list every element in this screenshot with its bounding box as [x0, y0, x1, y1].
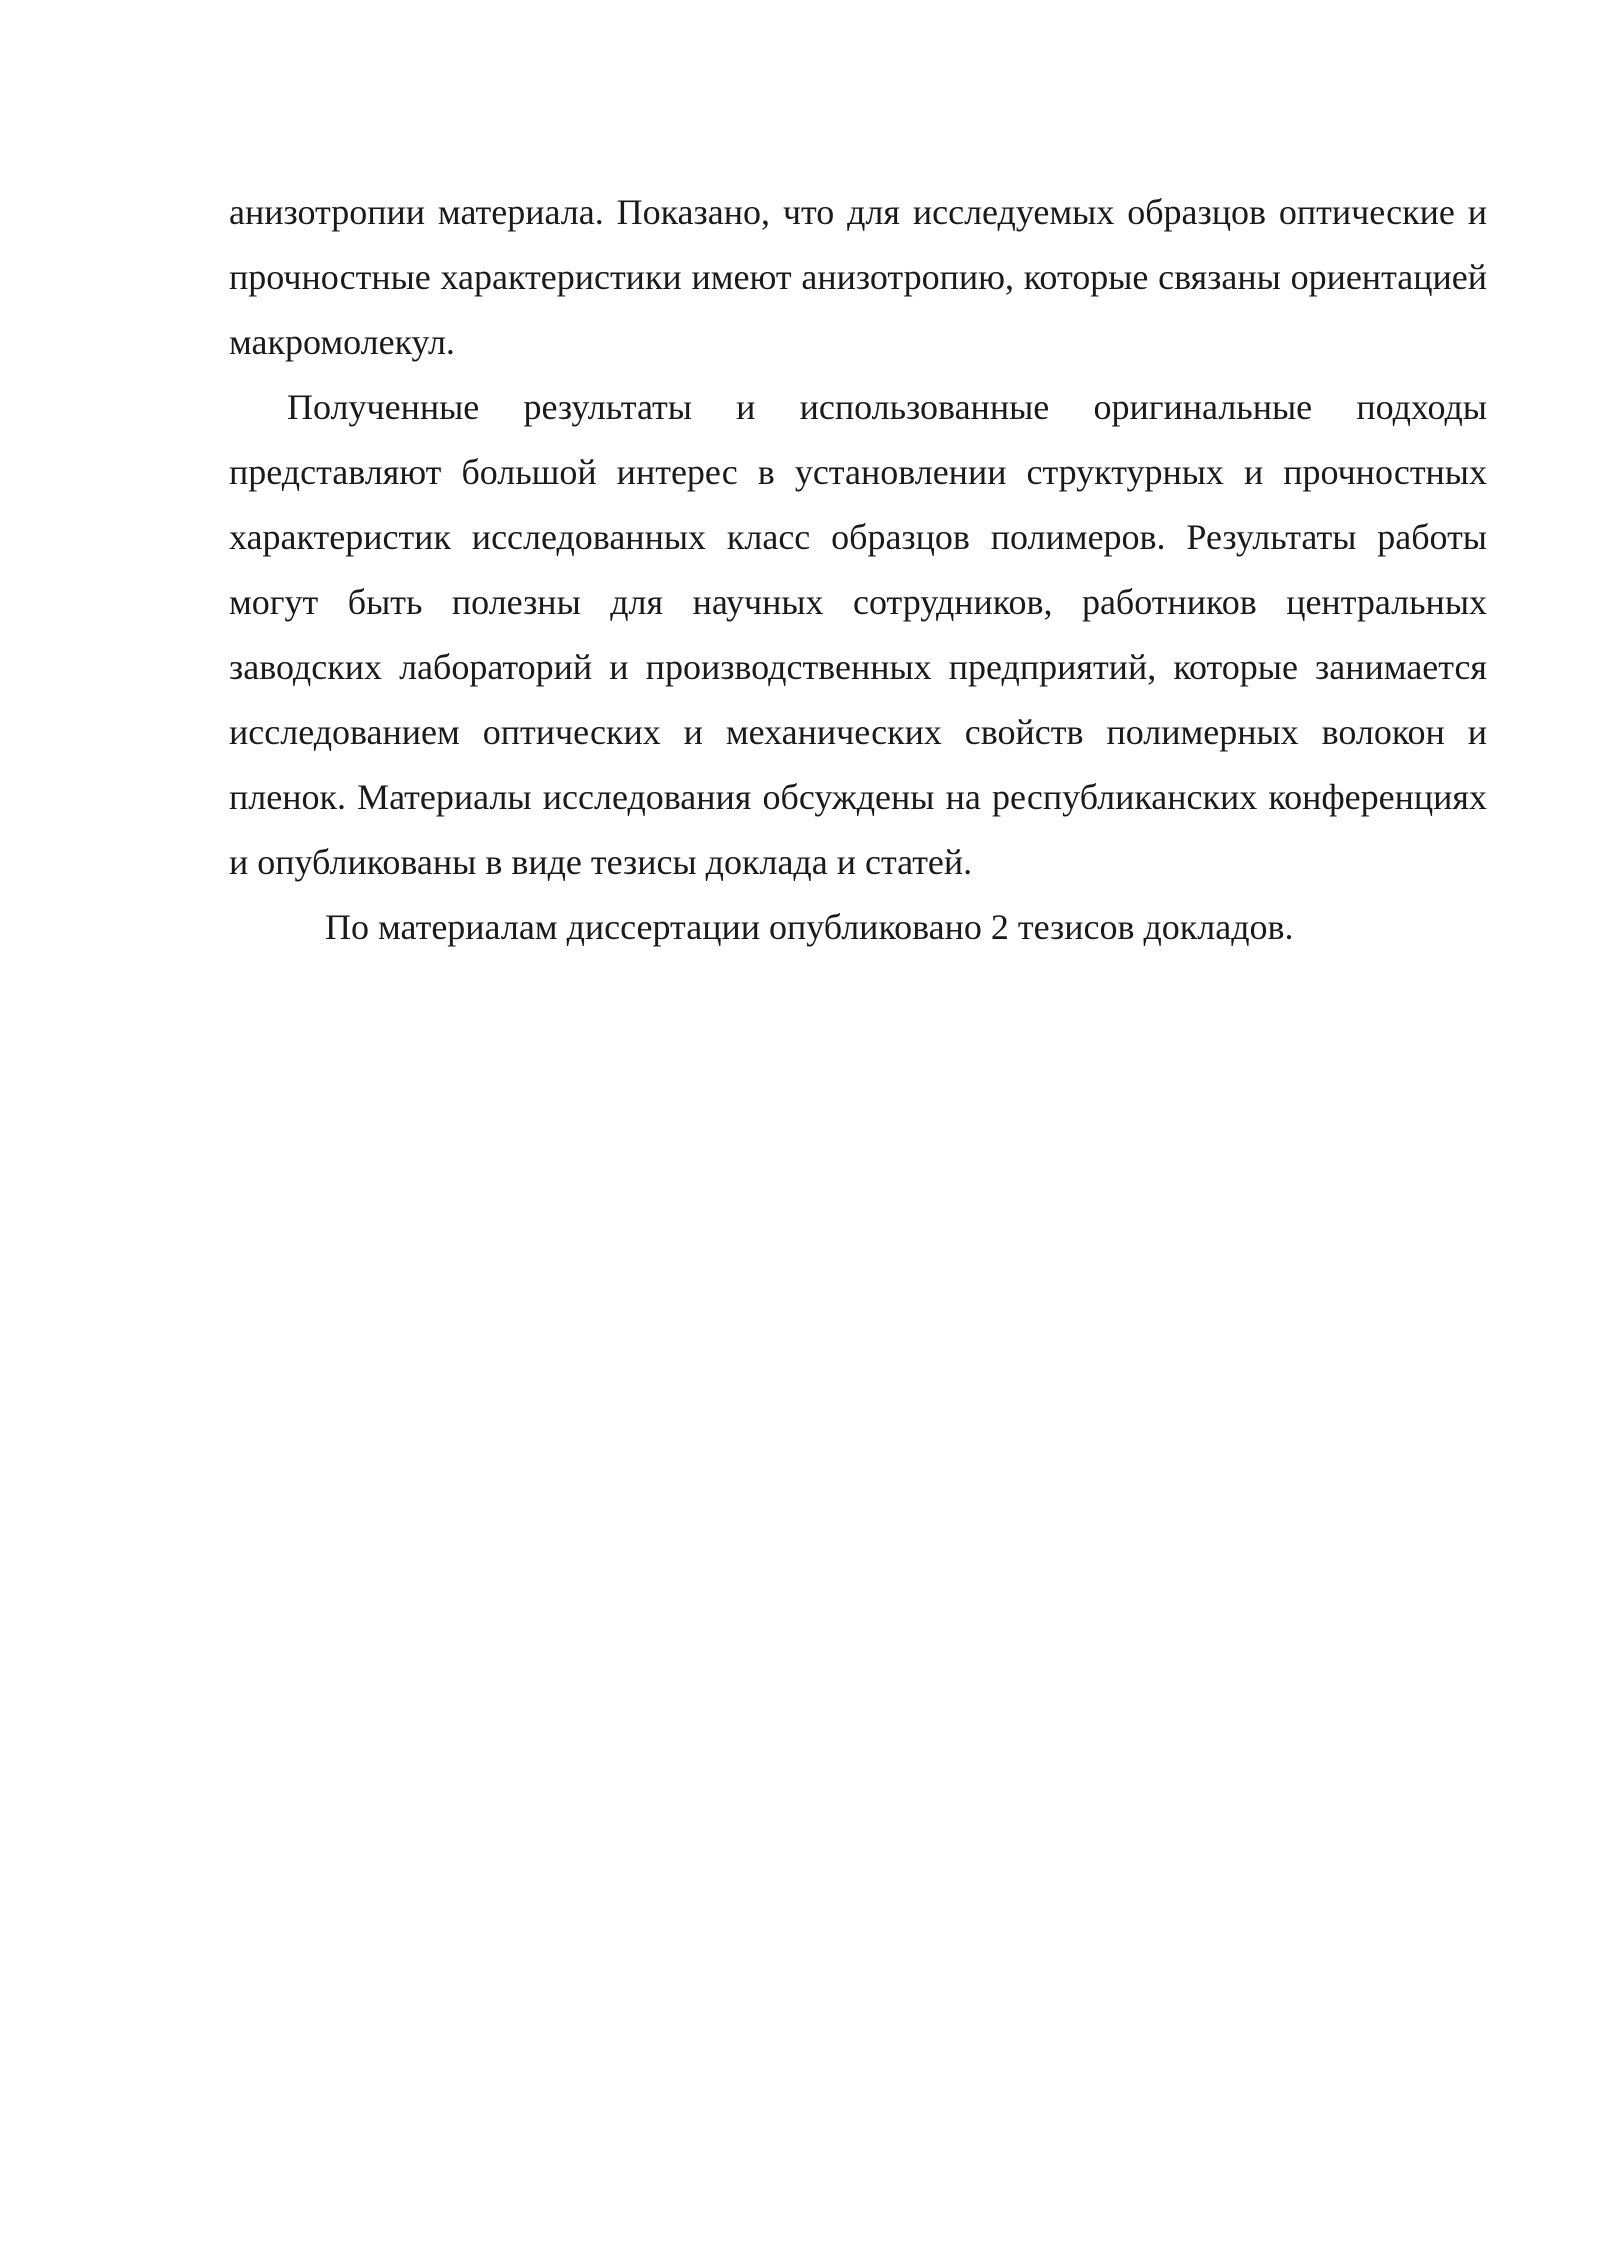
- paragraph-results: Полученные результаты и использованные оригинальные подходы представляют большой интерес в установлении структурных и прочностных характеристик исследованных класс образцов полимеров. Результаты работы могут быть полезны для научных сотрудников, работников центральных заводских лабораторий и производственных предприятий, которые занимается исследованием оптических и механических свойств полимерных волокон и пленок. Материалы исследования обсуждены на республиканских конференциях и опубликованы в виде тезисы доклада и статей.: [229, 387, 1487, 882]
- document-body: [229, 180, 1487, 960]
- paragraph-publications: По материалам диссертации опубликовано 2 тезисов докладов.: [325, 907, 1294, 947]
- paragraph-anisotropy: анизотропии материала. Показано, что для исследуемых образцов оптические и прочностные характеристики имеют анизотропию, которые связаны ориентацией макромолекул.: [229, 192, 1487, 362]
